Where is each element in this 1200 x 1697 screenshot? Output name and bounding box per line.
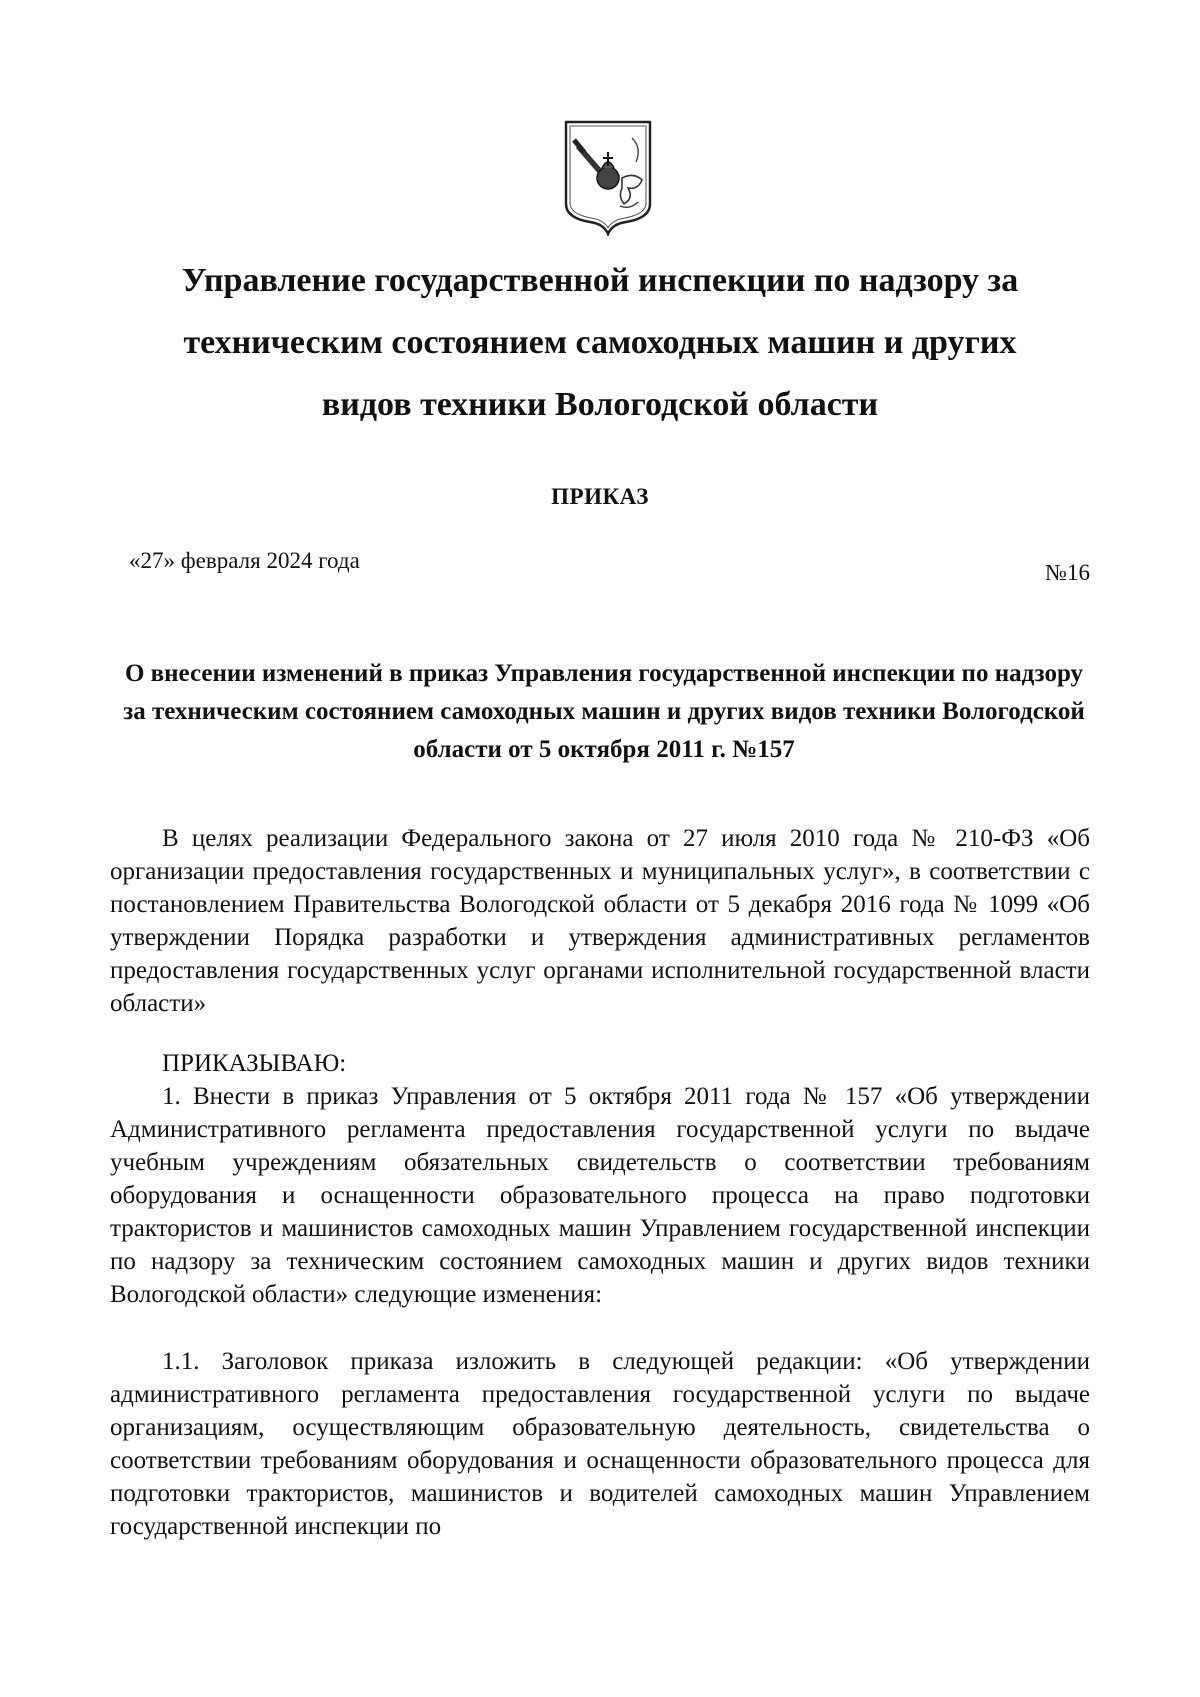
document-type: ПРИКАЗ — [551, 484, 649, 509]
order-word: ПРИКАЗЫВАЮ: — [162, 1050, 347, 1077]
item-1-1-paragraph: 1.1. Заголовок приказа изложить в следующей редакции: «Об утверждении административного регламента предоставления государственной услуги по выдаче организациям, осуществляющим образовательную деятельность, свидетельства о соответствии требованиям оборудования и оснащенности образовательного процесса для подготовки трактористов, машинистов и водителей самоходных машин Управлением государственной инспекции по — [110, 1348, 1090, 1540]
intro-paragraph: В целях реализации Федерального закона от 27 июля 2010 года № 210-ФЗ «Об организации предоставления государственных и муниципальных услуг», в соответствии с постановлением Правительства Вологодской области от 5 декабря 2016 года № 1099 «Об утверждении Порядка разработки и утверждения административных регламентов предоставления государственных услуг органами исполнительной государственной власти области» — [110, 825, 1090, 1017]
item-1-paragraph: 1. Внести в приказ Управления от 5 октября 2011 года № 157 «Об утверждении Административного регламента предоставления государственной услуги по выдаче учебным учреждениям обязательных свидетельств о соответствии требованиям оборудования и оснащенности образовательного процесса на право подготовки трактористов и машинистов самоходных машин Управлением государственной инспекции по надзору за техническим состоянием самоходных машин и других видов техники Вологодской области» следующие изменения: — [110, 1083, 1090, 1308]
document-number: №16 — [1045, 560, 1090, 585]
document-subject: О внесении изменений в приказ Управления государственной инспекции по надзору за техническим состоянием самоходных машин и других видов техники Вологодской области от 5 октября 2011 г. №157 — [123, 660, 1085, 763]
organization-title: Управление государственной инспекции по надзору за техническим состоянием самоходных машин и других видов техники Вологодской области — [181, 262, 1019, 423]
document-date: «27» февраля 2024 года — [129, 548, 360, 573]
coat-of-arms-icon — [562, 118, 654, 236]
